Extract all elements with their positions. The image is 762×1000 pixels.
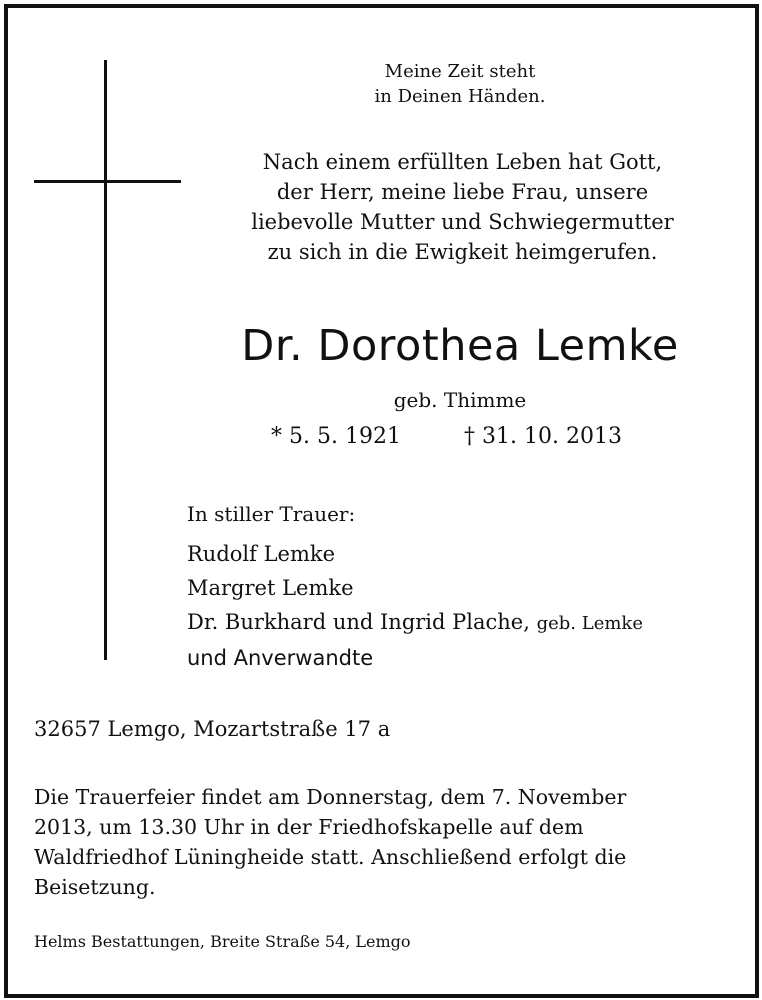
intro-text (200, 147, 725, 267)
mourning-heading: In stiller Trauer: (187, 502, 356, 526)
cross-icon-crossbar (34, 180, 181, 183)
address: 32657 Lemgo, Mozartstraße 17 a (34, 717, 391, 741)
birth-name: geb. Thimme (393, 388, 527, 412)
relatives: und Anverwandte (187, 646, 374, 670)
deceased-name: Dr. Dorothea Lemke (241, 321, 679, 371)
intro-line: liebevolle Mutter und Schwiegermutter (251, 210, 674, 234)
ceremony-line: Beisetzung. (34, 875, 156, 899)
ceremony-line: Waldfriedhof Lüningheide statt. Anschließend erfolgt die (34, 845, 627, 869)
verse-line: Meine Zeit steht (384, 61, 536, 82)
mourner (187, 605, 643, 641)
intro-line: zu sich in die Ewigkeit heimgerufen. (267, 240, 658, 264)
ceremony-line: Die Trauerfeier findet am Donnerstag, dem 7. November (34, 785, 627, 809)
ceremony-info (34, 782, 724, 902)
mourner: Rudolf Lemke (187, 542, 336, 566)
mourners-list (187, 537, 643, 675)
intro-line: der Herr, meine liebe Frau, unsere (276, 180, 649, 204)
bible-verse (270, 59, 650, 109)
cross-icon (104, 60, 107, 660)
mourner: Margret Lemke (187, 576, 354, 600)
undertaker: Helms Bestattungen, Breite Straße 54, Lemgo (34, 932, 411, 951)
death-date: † 31. 10. 2013 (464, 424, 622, 449)
mourner-birth-name: geb. Lemke (536, 613, 643, 634)
ceremony-line: 2013, um 13.30 Uhr in der Friedhofskapelle auf dem (34, 815, 584, 839)
verse-line: in Deinen Händen. (374, 86, 546, 107)
intro-line: Nach einem erfüllten Leben hat Gott, (262, 150, 663, 174)
birth-date: * 5. 5. 1921 (271, 424, 401, 449)
mourner-name: Dr. Burkhard und Ingrid Plache, (187, 610, 530, 634)
